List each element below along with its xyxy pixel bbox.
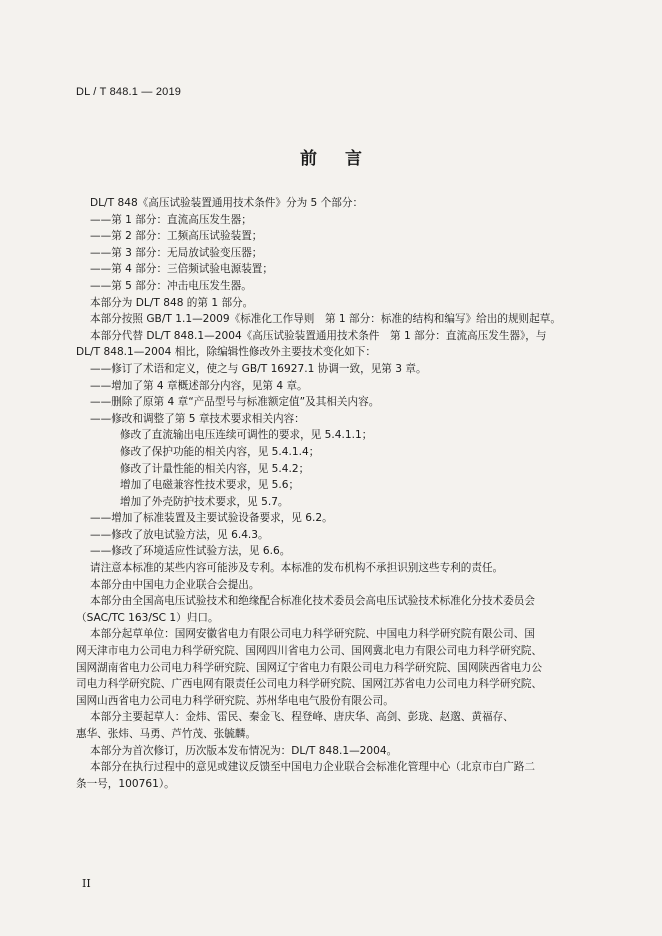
paragraph-line: ——第 5 部分：冲击电压发生器。	[90, 279, 252, 292]
page-title	[0, 144, 662, 169]
paragraph-line: ——第 3 部分：无局放试验变压器；	[90, 246, 263, 259]
paragraph-line: 本部分由全国高电压试验技术和绝缘配合标准化技术委员会高电压试验技术标准化分技术委员会	[90, 595, 535, 608]
paragraph-line: 本部分为首次修订，历次版本发布情况为：DL/T 848.1—2004。	[90, 744, 398, 757]
paragraph-line: 增加了电磁兼容性技术要求，见 5.6；	[120, 479, 300, 492]
paragraph-line: ——增加了标准装置及主要试验设备要求，见 6.2。	[90, 512, 333, 525]
paragraph-line: ——第 4 部分：三倍频试验电源装置；	[90, 263, 273, 276]
paragraph-line: ——修改了环境适应性试验方法，见 6.6。	[90, 545, 291, 558]
paragraph-line: 条一号，100761）。	[76, 777, 175, 790]
title-char-2: 言	[345, 149, 362, 169]
paragraph-line: 网天津市电力公司电力科学研究院、国网四川省电力公司、国网冀北电力有限公司电力科学研究院、	[76, 645, 543, 658]
paragraph-line: 惠华、张炜、马勇、芦竹茂、张毓麟。	[76, 728, 257, 740]
paragraph-line: 司电力科学研究院、广西电网有限责任公司电力科学研究院、国网江苏省电力公司电力科学研究院、	[76, 678, 543, 691]
paragraph-line: 修改了计量性能的相关内容，见 5.4.2；	[120, 462, 310, 475]
paragraph-line: ——修改了放电试验方法，见 6.4.3。	[90, 528, 269, 541]
paragraph-line: 本部分由中国电力企业联合会提出。	[90, 578, 260, 591]
paragraph-line: ——第 2 部分：工频高压试验装置；	[90, 230, 263, 243]
title-char-1: 前	[300, 149, 317, 169]
paragraph-line: 本部分在执行过程中的意见或建议反馈至中国电力企业联合会标准化管理中心（北京市白广路二	[90, 761, 535, 774]
paragraph-line: 国网山西省电力公司电力科学研究院、苏州华电电气股份有限公司。	[76, 694, 394, 707]
paragraph-line: 本部分为 DL/T 848 的第 1 部分。	[90, 296, 254, 309]
paragraph-line: 请注意本标准的某些内容可能涉及专利。本标准的发布机构不承担识别这些专利的责任。	[90, 562, 504, 575]
paragraph-line: ——删除了原第 4 章“产品型号与标准额定值”及其相关内容。	[90, 396, 380, 409]
paragraph-line: 增加了外壳防护技术要求，见 5.7。	[120, 495, 289, 508]
paragraph-line: DL/T 848《高压试验装置通用技术条件》分为 5 个部分：	[90, 197, 364, 209]
paragraph-line: 本部分主要起草人：金炜、雷民、秦金飞、程登峰、唐庆华、高剑、彭珑、赵邈、黄福存、	[90, 711, 514, 724]
paragraph-line: ——增加了第 4 章概述部分内容，见第 4 章。	[90, 379, 308, 392]
paragraph-line: ——第 1 部分：直流高压发生器；	[90, 213, 252, 226]
foreword-body	[76, 195, 605, 792]
paragraph-line: 本部分按照 GB/T 1.1—2009《标准化工作导则 第 1 部分：标准的结构和编写》给出的规则起草。	[90, 313, 561, 326]
paragraph-line: ——修改和调整了第 5 章技术要求相关内容：	[90, 412, 305, 425]
paragraph-line: DL/T 848.1—2004 相比，除编辑性修改外主要技术变化如下：	[76, 346, 376, 359]
paragraph-line: 国网湖南省电力公司电力科学研究院、国网辽宁省电力有限公司电力科学研究院、国网陕西省电力公	[76, 661, 543, 674]
paragraph-line: ——修订了术语和定义，使之与 GB/T 16927.1 协调一致，见第 3 章。	[90, 362, 427, 375]
page-number: II	[82, 877, 91, 890]
paragraph-line: 本部分代替 DL/T 848.1—2004《高压试验装置通用技术条件 第 1 部分：直流高压发生器》，与	[90, 329, 547, 342]
paragraph-line: 修改了保护功能的相关内容，见 5.4.1.4；	[120, 445, 320, 458]
paragraph-line: （SAC/TC 163/SC 1）归口。	[76, 611, 219, 624]
paragraph-line: 本部分起草单位：国网安徽省电力有限公司电力科学研究院、中国电力科学研究院有限公司、国	[90, 628, 535, 641]
document-id: DL / T 848.1 — 2019	[76, 86, 182, 98]
paragraph-line: 修改了直流输出电压连续可调性的要求，见 5.4.1.1；	[120, 429, 373, 442]
